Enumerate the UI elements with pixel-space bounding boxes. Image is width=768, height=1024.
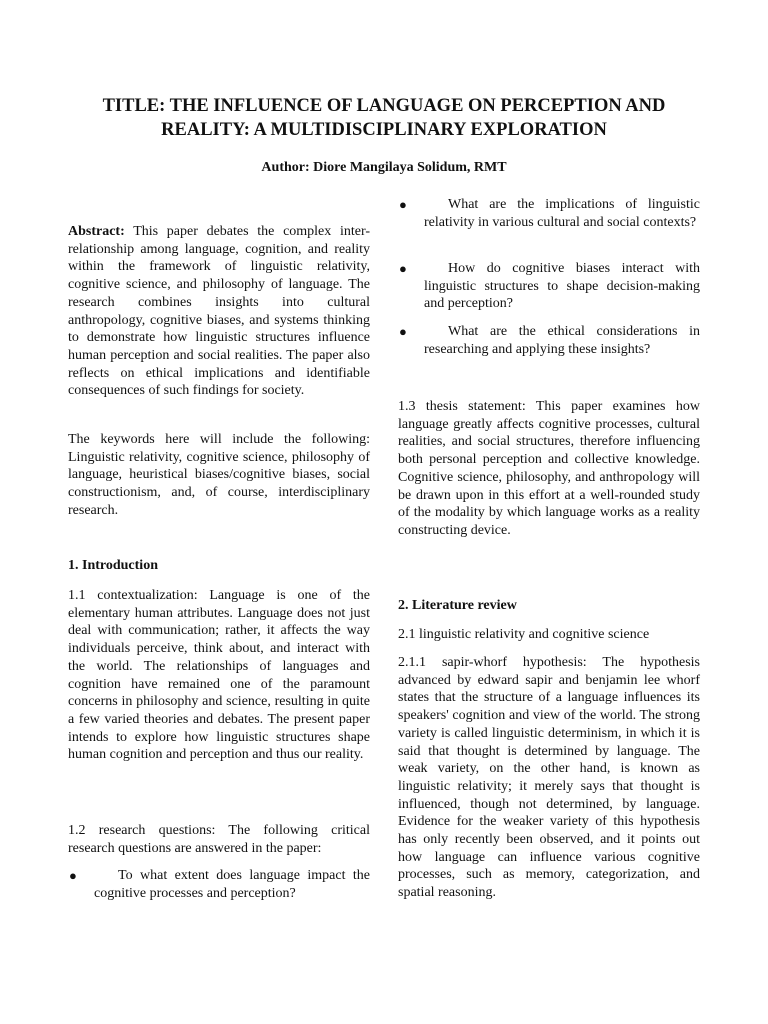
bullet-text: What are the implications of linguistic relativity in various cultural and social contexts? (424, 197, 700, 230)
bullet-icon: ● (69, 868, 77, 883)
thesis-paragraph (398, 398, 700, 540)
keywords-text: The keywords here will include the following: Linguistic relativity, cognitive science, philosophy of language, heuristical biases/cognitive biases, social constructionism, and, of course, interdisciplinary research. (68, 432, 370, 518)
literature-review-section (398, 597, 700, 615)
literature-review-heading: 2. Literature review (398, 598, 517, 613)
bullet-icon: ● (399, 324, 407, 339)
subsection-title: 2.1 linguistic relativity and cognitive science (398, 627, 650, 642)
contextualization-paragraph (68, 587, 370, 764)
subsection-heading (398, 626, 700, 644)
bullet-icon: ● (399, 197, 407, 212)
abstract-section (68, 223, 370, 400)
thesis-text: 1.3 thesis statement: This paper examines how language greatly affects cognitive processes, cultural realities, and social structures, therefore influencing both personal perception and collective knowledge. Cognitive science, philosophy, and anthropology will be drawn upon in this effort at a well-rounded study of the modality by which language works as a reality constructing device. (398, 399, 700, 538)
bullet-icon: ● (399, 261, 407, 276)
author-line: Author: Diore Mangilaya Solidum, RMT (261, 160, 507, 175)
keywords-paragraph (68, 431, 370, 520)
research-questions-text: 1.2 research questions: The following critical research questions are answered in the paper: (68, 823, 370, 856)
abstract-label: Abstract: (68, 224, 125, 239)
paper-title: TITLE: THE INFLUENCE OF LANGUAGE ON PERCEPTION AND REALITY: A MULTIDISCIPLINARY EXPLORATION (102, 96, 666, 140)
introduction-section (68, 557, 370, 575)
abstract-text: This paper debates the complex inter-relationship among language, cognition, and reality within the framework of linguistic relativity, cognitive science, and philosophy of language. The research combines insights into cultural anthropology, cognitive biases, and systems thinking to demonstrate how linguistic structures influence human perception and social realities. The paper also reflects on ethical implications and identifiable consequences of such findings for society. (68, 224, 371, 399)
bullet-text: How do cognitive biases interact with linguistic structures to shape decision-making and perception? (424, 261, 700, 312)
list-item (398, 196, 700, 231)
list-item (398, 260, 700, 313)
list-item (68, 867, 370, 902)
research-questions-paragraph (68, 822, 370, 857)
introduction-heading: 1. Introduction (68, 558, 158, 573)
bullet-text: To what extent does language impact the cognitive processes and perception? (94, 868, 370, 901)
contextualization-text: 1.1 contextualization: Language is one of the elementary human attributes. Language does not just deal with communication; rather, it affects the way individuals perceive, think about, and interact with the world. The relationships of languages and cognition have remained one of the paramount concerns in philosophy and science, resulting in quite a few varied theories and debates. The present paper intends to explore how linguistic structures shape human cognition and perception and thus our reality. (68, 588, 370, 763)
sapir-whorf-text: 2.1.1 sapir-whorf hypothesis: The hypothesis advanced by edward sapir and benjamin lee whorf states that the structure of a language influences its speakers' cognition and view of the world. The strong variety is called linguistic determinism, in which it is said that thought is determined by language. The weak variety, on the other hand, is known as linguistic relativity; it merely says that thought is influenced, though not determined, by language. Evidence for the weaker variety of this hypothesis has only recently been observed, and it points out how language can influence various cognitive processes, such as memory, categorization, and spatial reasoning. (398, 655, 700, 901)
bullet-text: What are the ethical considerations in researching and applying these insights? (424, 324, 700, 357)
list-item (398, 323, 700, 358)
sapir-whorf-paragraph (398, 654, 700, 902)
